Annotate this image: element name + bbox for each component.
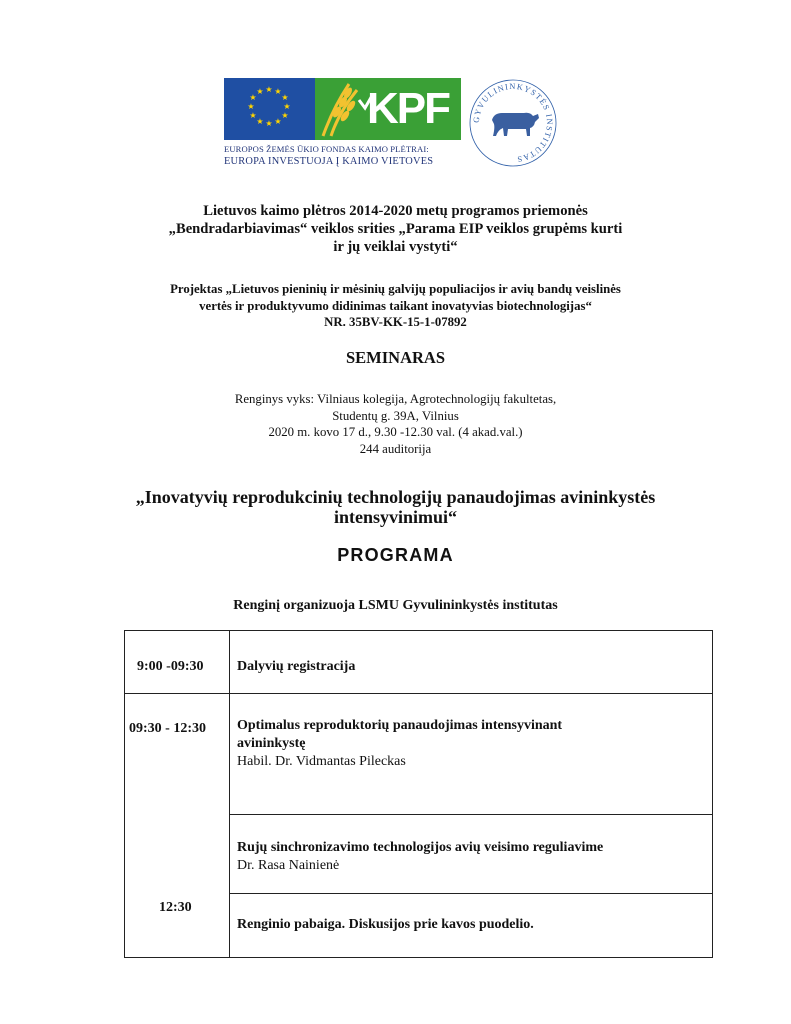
svg-text:★: ★ [274, 117, 282, 126]
svg-text:★: ★ [249, 93, 257, 102]
venue-room: 244 auditorija [359, 441, 432, 456]
schedule-title: Dalyvių registracija [237, 659, 356, 674]
venue-details [0, 391, 791, 457]
svg-text:★: ★ [256, 117, 264, 126]
svg-text:★: ★ [283, 102, 291, 111]
seal-text: GYVULININKYSTĖS INSTITUTAS [471, 81, 555, 164]
table-row-divider [125, 693, 712, 694]
svg-text:★: ★ [256, 87, 264, 96]
project-number: NR. 35BV-KK-15-1-07892 [324, 315, 467, 329]
topic-line: „Inovatyvių reprodukcinių technologijų panaudojimas avininkystės [135, 487, 656, 507]
measure-line: ir jų veiklai vystyti“ [333, 239, 458, 255]
kpf-text: KPF [367, 84, 449, 133]
measure-line: Lietuvos kaimo plėtros 2014-2020 metų programos priemonės [203, 203, 588, 219]
project-line: vertės ir produktyvumo didinimas taikant inovatyvias biotechnologijas“ [199, 298, 592, 313]
kpf-logo [315, 78, 461, 140]
schedule-title-line: Optimalus reproduktorių panaudojimas intensyvinant [237, 718, 563, 733]
bull-icon [492, 113, 539, 136]
eafrd-kpf-logo [224, 78, 461, 172]
eafrd-caption-line-1: EUROPOS ŽEMĖS ŪKIO FONDAS KAIMO PLĖTRAI: [224, 144, 429, 154]
eu-flag-icon [224, 78, 315, 140]
project-line: Projektas „Lietuvos pieninių ir mėsinių galvijų populiacijos ir avių bandų veislinės [170, 282, 621, 296]
institute-seal-logo [468, 78, 558, 168]
eafrd-caption-line-2: EUROPA INVESTUOJA Į KAIMO VIETOVES [224, 156, 434, 167]
topic-line: intensyvinimui“ [333, 507, 458, 527]
schedule-time: 09:30 - 12:30 [129, 721, 206, 736]
venue-date: 2020 m. kovo 17 d., 9.30 -12.30 val. (4 akad.val.) [268, 425, 523, 439]
svg-text:★: ★ [274, 87, 282, 96]
schedule-speaker: Habil. Dr. Vidmantas Pileckas [237, 754, 406, 769]
wheat-icon [315, 78, 375, 140]
table-row-divider [229, 893, 712, 894]
seminar-topic [0, 487, 791, 527]
svg-text:★: ★ [265, 85, 273, 94]
svg-text:★: ★ [249, 111, 257, 120]
svg-text:★: ★ [265, 119, 273, 128]
schedule-title: Renginio pabaiga. Diskusijos prie kavos puodelio. [237, 917, 534, 932]
schedule-time: 12:30 [159, 900, 192, 915]
schedule-speaker: Dr. Rasa Nainienė [237, 858, 340, 873]
measure-line: „Bendradarbiavimas“ veiklos srities „Parama EIP veiklos grupėms kurti [168, 221, 623, 237]
project-heading [0, 281, 791, 331]
svg-text:★: ★ [247, 102, 255, 111]
table-column-divider [229, 631, 230, 957]
svg-text:★: ★ [281, 93, 289, 102]
venue-line: Studentų g. 39A, Vilnius [332, 408, 459, 423]
svg-text:★: ★ [281, 111, 289, 120]
program-measure-heading [0, 202, 791, 256]
schedule-title: Rujų sinchronizavimo technologijos avių veisimo reguliavime [237, 840, 604, 855]
schedule-title-line: avininkystę [237, 736, 306, 751]
venue-line: Renginys vyks: Vilniaus kolegija, Agrotechnologijų fakultetas, [234, 392, 557, 406]
program-title: PROGRAMA [337, 545, 454, 565]
table-row-divider [229, 814, 712, 815]
seminar-title: SEMINARAS [345, 348, 446, 367]
schedule-time: 9:00 -09:30 [137, 659, 204, 674]
organizer-line: Renginį organizuoja LSMU Gyvulininkystės institutas [233, 598, 558, 613]
schedule-table [124, 630, 713, 958]
